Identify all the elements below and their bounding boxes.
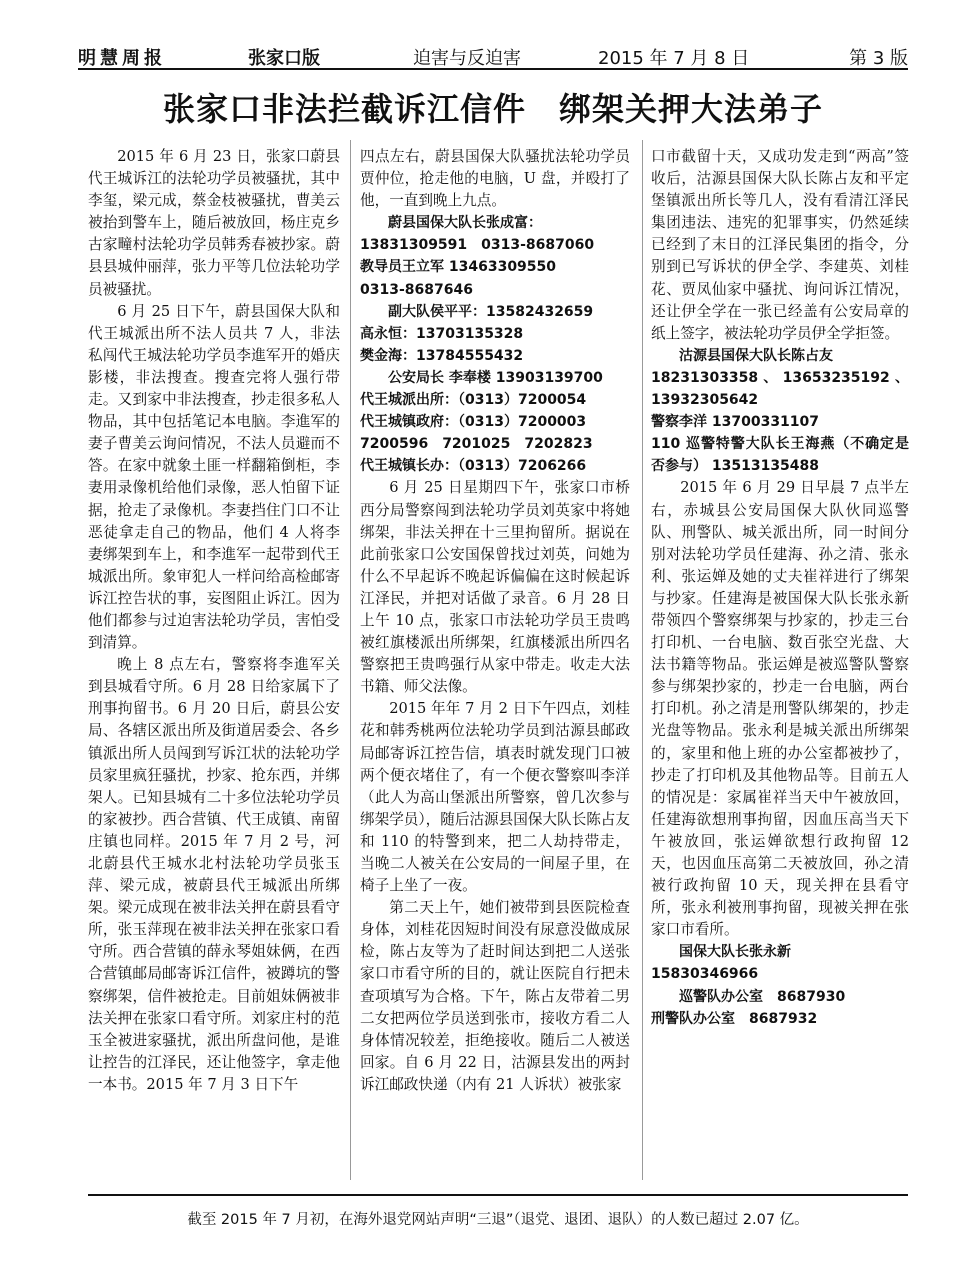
contact-line: 公安局长 李奉楼 13903139700	[388, 369, 603, 386]
contact-line: 教导员王立军 13463309550	[360, 259, 557, 276]
contact-line: 刑警队办公室 8687932	[651, 1010, 818, 1027]
section-label: 迫害与反迫害	[413, 48, 521, 69]
article-column-2	[360, 146, 630, 1096]
column-divider	[642, 140, 643, 1180]
masthead	[78, 40, 908, 68]
contact-line: 代王城派出所：（0313）7200054	[360, 392, 587, 409]
paragraph: 2015 年 6 月 23 日，张家口蔚县代王城诉江的法轮功学员被骚扰，其中李玺，梁元成，蔡金枝被骚扰，曹美云被抬到警车上，随后被放回，杨庄克乡古家疃村法轮功学员韩秀春被抄家。蔚县县城仲丽萍，张力平等几位法轮功学员被骚扰。	[88, 148, 340, 298]
paragraph: 四点左右，蔚县国保大队骚扰法轮功学员贾仲位，抢走他的电脑，U 盘，并殴打了他，一直到晚上九点。	[360, 148, 630, 210]
contact-line: 代王城镇政府：（0313）7200003	[360, 414, 587, 431]
article-column-1	[88, 146, 340, 1096]
paragraph: 口市截留十天，又成功发走到“两高”签收后，沽源县国保大队长陈占友和平定堡镇派出所长等几人，没有看清江泽民集团违法、违宪的犯罪事实，仍然延续已经到了末日的江泽民集团的指令，分别到已写诉状的伊全学、李建英、刘桂花、贾凤仙家中骚扰、询问诉江情况，还让伊全学在一张已经盖有公安局章的纸上签字，被法轮功学员伊全学拒签。	[651, 148, 909, 342]
header-rule	[78, 68, 908, 70]
newspaper-brand: 明慧周报	[78, 48, 166, 69]
edition-label: 张家口版	[248, 48, 320, 69]
contact-line: 樊金海：13784555432	[360, 347, 524, 364]
footer-notice: 截至 2015 年 7 月初，在海外退党网站声明“三退”（退党、退团、退队）的人数已超过 2.07 亿。	[187, 1212, 809, 1228]
contact-line: 15830346966	[651, 966, 759, 983]
article-column-3	[651, 146, 909, 1030]
paragraph: 6 月 25 日下午，蔚县国保大队和代王城派出所不法人员共 7 人，非法私闯代王城法轮功学员李進军开的婚庆影楼，非法搜查。搜查完将人强行带走。又到家中非法搜查，抄走很多私人物品，其中包括笔记本电脑。李進军的妻子曹美云询问情况，不法人员避而不答。在家中就象土匪一样翻箱倒柜，李妻用录像机给他们录像，恶人怕留下证据，抢走了录像机。李妻挡住门口不让恶徒拿走自己的物品，他们 4 人将李妻绑架到车上，和李進军一起带到代王城派出所。象审犯人一样问给高检邮寄诉江控告状的事，妄图阻止诉江。因为他们都参与过迫害法轮功学员，害怕受到清算。	[88, 302, 340, 652]
contact-line: 警察李洋 13700331107	[651, 414, 820, 431]
paragraph: 2015 年 6 月 29 日早晨 7 点半左右，赤城县公安局国保大队伙同巡警队、刑警队、城关派出所，同一时间分别对法轮功学员任建海、孙之清、张永利、张运婵及她的丈夫崔祥进行了绑架与抄家。任建海是被国保大队长张永新带领四个警察绑架与抄家的，抄走三台打印机、一台电脑、数百张空光盘、大法书籍等物品。张运婵是被巡警队警察参与绑架抄家的，抄走一台电脑，两台打印机。孙之清是刑警队绑架的，抄走光盘等物品。张永利是城关派出所绑架的，家里和他上班的办公室都被抄了，抄走了打印机及其他物品等。目前五人的情况是：家属崔祥当天中午被放回，任建海欲想刑事拘留，因血压高当天下午被放回，张运婵欲想行政拘留 12 天，也因血压高第二天被放回，孙之清被行政拘留 10 天，现关押在县看守所，张永利被刑事拘留，现被关押在张家口市看所。	[651, 479, 909, 939]
contact-line: 副大队侯平平：13582432659	[388, 303, 594, 320]
page-number: 第 3 版	[849, 48, 908, 69]
issue-date: 2015 年 7 月 8 日	[598, 48, 750, 69]
contact-line: 国保大队长张永新	[679, 944, 791, 961]
contact-line: 蔚县国保大队长张成富：	[388, 215, 542, 232]
paragraph: 第二天上午，她们被带到县医院检查身体，刘桂花因短时间没有尿意没做成尿检，陈占友等为了赶时间达到把二人送张家口市看守所的目的，就让医院自行把未查项填写为合格。下午，陈占友带着二男二女把两位学员送到张市，接收方看二人身体情况较差，拒绝接收。随后二人被送回家。自 6 月 22 日，沽源县发出的两封诉江邮政快递（内有 21 人诉状）被张家	[360, 899, 630, 1093]
contact-line: 13831309591 0313-8687060	[360, 237, 595, 254]
contact-line: 高永恒：13703135328	[360, 325, 524, 342]
contact-line: 0313-8687646	[360, 281, 473, 298]
paragraph: 2015 年年 7 月 2 日下午四点，刘桂花和韩秀桃两位法轮功学员到沽源县邮政局邮寄诉江控告信，填表时就发现门口被两个便衣堵住了，有一个便衣警察叫李洋（此人为高山堡派出所警察，曾几次参与绑架学员），随后沽源县国保大队长陈占友和 110 的特警到来，把二人劫持带走，当晚二人被关在公安局的一间屋子里，在椅子上坐了一夜。	[360, 700, 630, 895]
contact-line: 18231303358、13653235192、13932305642	[651, 369, 909, 409]
footer-rule	[88, 1194, 908, 1196]
article-headline: 张家口非法拦截诉江信件 绑架关押大法弟子	[162, 90, 823, 128]
column-divider	[350, 140, 351, 1180]
paragraph: 晚上 8 点左右，警察将李進军关到县城看守所。6 月 28 日给家属下了刑事拘留书。6 月 20 日后，蔚县公安局、各辖区派出所及街道居委会、各乡镇派出所人员闯到写诉江状的法轮功学员家里疯狂骚扰，抄家、抢东西，并绑架人。已知县城有二十多位法轮功学员的家被抄。西合营镇、代王成镇、南留庄镇也同样。2015 年 7 月 2 号，河北蔚县代王城水北村法轮功学员张玉萍、梁元成，被蔚县代王城派出所绑架。梁元成现在被非法关押在蔚县看守所，张玉萍现在被非法关押在张家口看守所。西合营镇的薛永琴姐妹俩，在西合营镇邮局邮寄诉江信件，被蹲坑的警察绑架，信件被抢走。目前姐妹俩被非法关押在张家口看守所。刘家庄村的范玉全被进家骚扰，派出所盘问他，是谁让控告的江泽民，还让他签字，拿走他一本书。2015 年 7 月 3 日下午	[88, 656, 340, 1093]
contact-line: 110 巡警特警大队长王海燕（不确定是否参与） 13513135488	[651, 436, 909, 475]
contact-line: 巡警队办公室 8687930	[679, 988, 846, 1005]
paragraph: 6 月 25 日星期四下午，张家口市桥西分局警察闯到法轮功学员刘英家中将她绑架，非法关押在十三里拘留所。据说在此前张家口公安国保曾找过刘英，问她为什么不早起诉不晚起诉偏偏在这时候起诉江泽民，并把对话做了录音。6 月 28 日上午 10 点，张家口市法轮功学员王贵鸣被红旗楼派出所绑架，红旗楼派出所四名警察把王贵鸣强行从家中带走。收走大法书籍、师父法像。	[360, 479, 630, 696]
contact-line: 7200596 7201025 7202823	[360, 436, 593, 453]
contact-line: 沽源县国保大队长陈占友	[679, 347, 833, 364]
contact-line: 代王城镇长办：（0313）7206266	[360, 458, 587, 475]
